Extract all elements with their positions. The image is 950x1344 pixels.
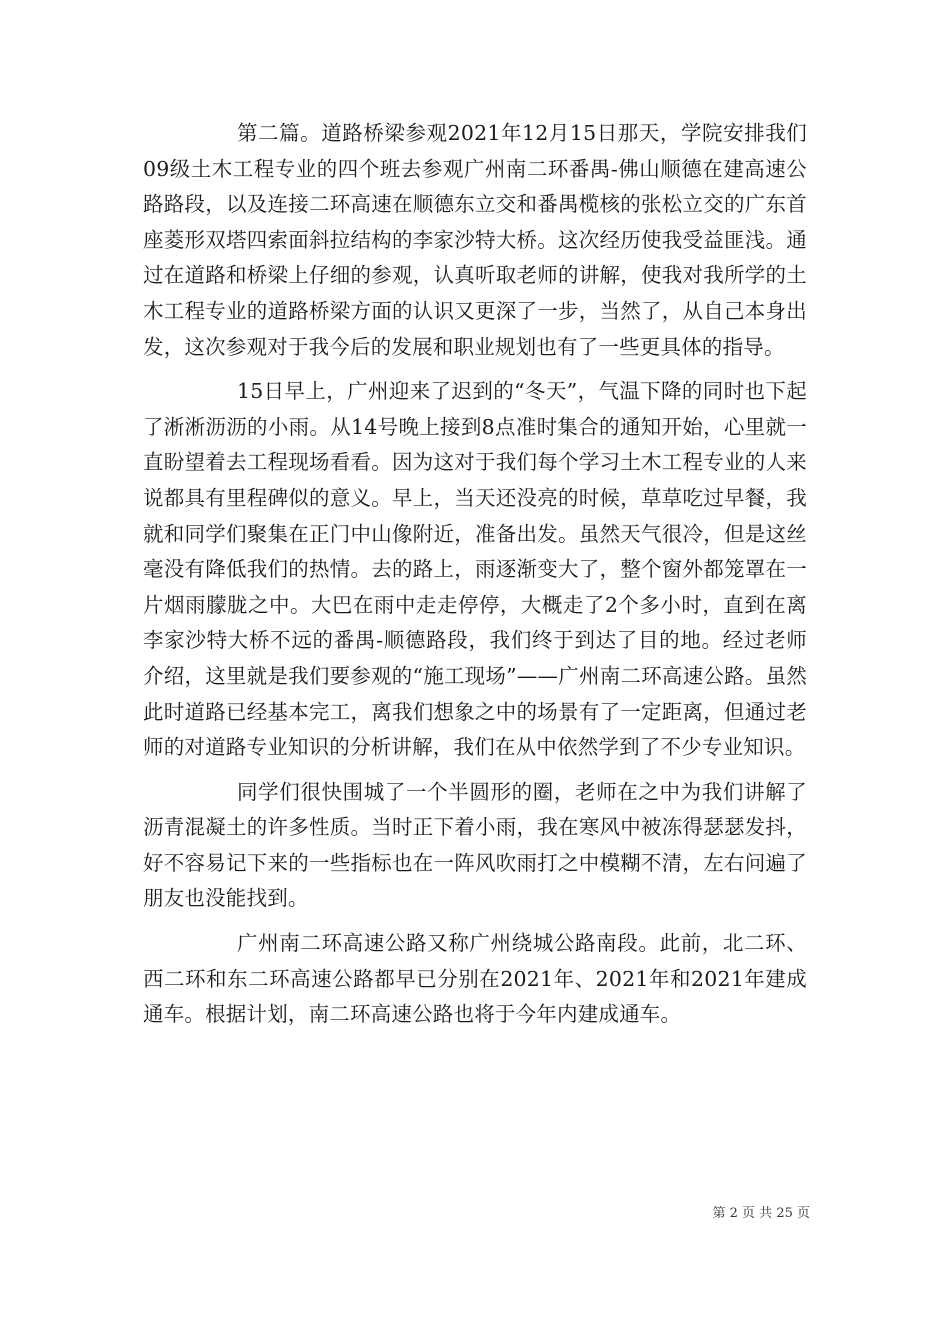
document-body [143, 116, 807, 1042]
paragraph: 第二篇。道路桥梁参观2021年12月15日那天，学院安排我们09级土木工程专业的四个班去参观广州南二环番禺-佛山顺德在建高速公路路段，以及连接二环高速在顺德东立交和番禺榄核的张松立交的广东首座菱形双塔四索面斜拉结构的李家沙特大桥。这次经历使我受益匪浅。通过在道路和桥梁上仔细的参观，认真听取老师的讲解，使我对我所学的土木工程专业的道路桥梁方面的认识又更深了一步，当然了，从自己本身出发，这次参观对于我今后的发展和职业规划也有了一些更具体的指导。 [143, 121, 807, 359]
paragraph: 同学们很快围城了一个半圆形的圈，老师在之中为我们讲解了沥青混凝土的许多性质。当时正下着小雨，我在寒风中被冻得瑟瑟发抖，好不容易记下来的一些指标也在一阵风吹雨打之中模糊不清，左右问遍了朋友也没能找到。 [143, 779, 807, 911]
page-number-footer: 第 2 页 共 25 页 [712, 1206, 810, 1221]
paragraph: 15日早上，广州迎来了迟到的“冬天”，气温下降的同时也下起了淅淅沥沥的小雨。从14号晚上接到8点准时集合的通知开始，心里就一直盼望着去工程现场看看。因为这对于我们每个学习土木工程专业的人来说都具有里程碑似的意义。早上，当天还没亮的时候，草草吃过早餐，我就和同学们聚集在正门中山像附近，准备出发。虽然天气很冷，但是这丝毫没有降低我们的热情。去的路上，雨逐渐变大了，整个窗外都笼罩在一片烟雨朦胧之中。大巴在雨中走走停停，大概走了2个多小时，直到在离李家沙特大桥不远的番禺-顺德路段，我们终于到达了目的地。经过老师介绍，这里就是我们要参观的“施工现场”——广州南二环高速公路。虽然此时道路已经基本完工，离我们想象之中的场景有了一定距离，但通过老师的对道路专业知识的分析讲解，我们在从中依然学到了不少专业知识。 [143, 379, 807, 760]
paragraph: 广州南二环高速公路又称广州绕城公路南段。此前，北二环、西二环和东二环高速公路都早已分别在2021年、2021年和2021年建成通车。根据计划，南二环高速公路也将于今年内建成通车。 [143, 931, 807, 1027]
